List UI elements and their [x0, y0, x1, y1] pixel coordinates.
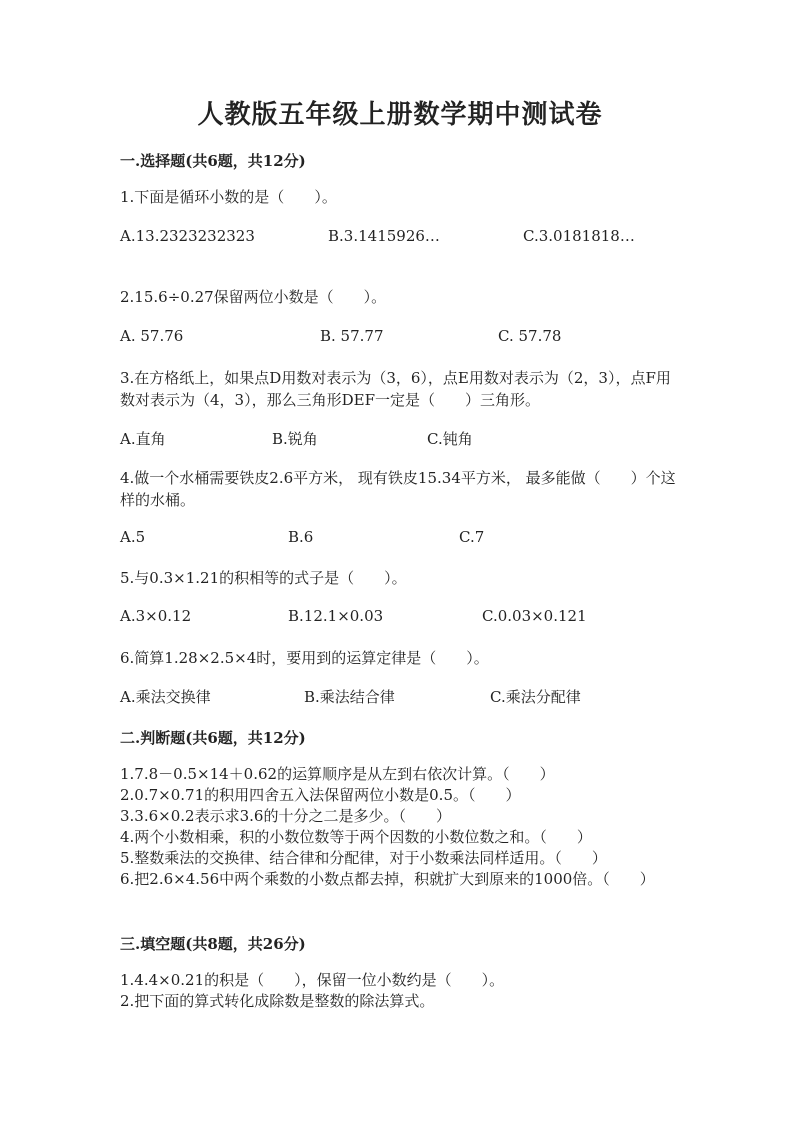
option-a: A. 57.76 — [120, 327, 184, 345]
list-item: 5.整数乘法的交换律、结合律和分配律，对于小数乘法同样适用。（ ） — [120, 849, 607, 867]
question-text: 4.做一个水桶需要铁皮2.6平方米， 现有铁皮15.34平方米， 最多能做（ ）个这样的水桶。 — [120, 469, 676, 509]
option-b: B. 57.77 — [320, 327, 384, 345]
options-row — [120, 686, 680, 708]
option-b: B.3.1415926… — [328, 227, 440, 245]
options-row — [120, 327, 680, 349]
option-a: A.乘法交换律 — [120, 688, 211, 706]
option-a: A.3×0.12 — [120, 607, 192, 625]
option-c: C. 57.78 — [498, 327, 562, 345]
option-a: A.直角 — [120, 430, 166, 448]
list-item: 1.4.4×0.21的积是（ ），保留一位小数约是（ ）。 — [120, 971, 505, 989]
section-heading-true-false: 二.判断题(共6题，共12分) — [120, 729, 306, 747]
page-title: 人教版五年级上册数学期中测试卷 — [197, 100, 603, 130]
options-row — [120, 528, 680, 550]
question-text: 5.与0.3×1.21的积相等的式子是（ ）。 — [120, 569, 407, 587]
option-c: C.7 — [459, 528, 485, 546]
options-row — [120, 227, 680, 249]
options-row — [120, 607, 680, 629]
option-c: C.3.0181818… — [523, 227, 635, 245]
section-heading-fill-blank: 三.填空题(共8题，共26分) — [120, 935, 306, 953]
list-item: 2.把下面的算式转化成除数是整数的除法算式。 — [120, 992, 435, 1010]
option-a: A.5 — [120, 528, 146, 546]
question-text: 3.在方格纸上，如果点D用数对表示为（3，6），点E用数对表示为（2，3），点F用数对表示为（4，3），那么三角形DEF一定是（ ）三角形。 — [120, 369, 671, 409]
option-c: C.钝角 — [427, 430, 473, 448]
list-item: 1.7.8－0.5×14＋0.62的运算顺序是从左到右依次计算。（ ） — [120, 765, 555, 783]
option-b: B.锐角 — [272, 430, 318, 448]
list-item: 4.两个小数相乘，积的小数位数等于两个因数的小数位数之和。（ ） — [120, 828, 592, 846]
section-heading-choice: 一.选择题(共6题，共12分) — [120, 152, 306, 170]
option-a: A.13.2323232323 — [120, 227, 255, 245]
list-item: 3.3.6×0.2表示求3.6的十分之二是多少。（ ） — [120, 807, 451, 825]
fill-blank-list — [120, 970, 680, 1012]
option-b: B.乘法结合律 — [304, 688, 395, 706]
question-text: 6.简算1.28×2.5×4时，要用到的运算定律是（ ）。 — [120, 649, 489, 667]
option-c: C.0.03×0.121 — [482, 607, 587, 625]
true-false-list — [120, 764, 680, 890]
option-b: B.6 — [288, 528, 314, 546]
option-b: B.12.1×0.03 — [288, 607, 384, 625]
question-text: 1.下面是循环小数的是（ ）。 — [120, 188, 337, 206]
list-item: 2.0.7×0.71的积用四舍五入法保留两位小数是0.5。（ ） — [120, 786, 521, 804]
option-c: C.乘法分配律 — [490, 688, 581, 706]
options-row — [120, 428, 680, 450]
question-text: 2.15.6÷0.27保留两位小数是（ ）。 — [120, 288, 387, 306]
list-item: 6.把2.6×4.56中两个乘数的小数点都去掉，积就扩大到原来的1000倍。（ ） — [120, 870, 655, 888]
